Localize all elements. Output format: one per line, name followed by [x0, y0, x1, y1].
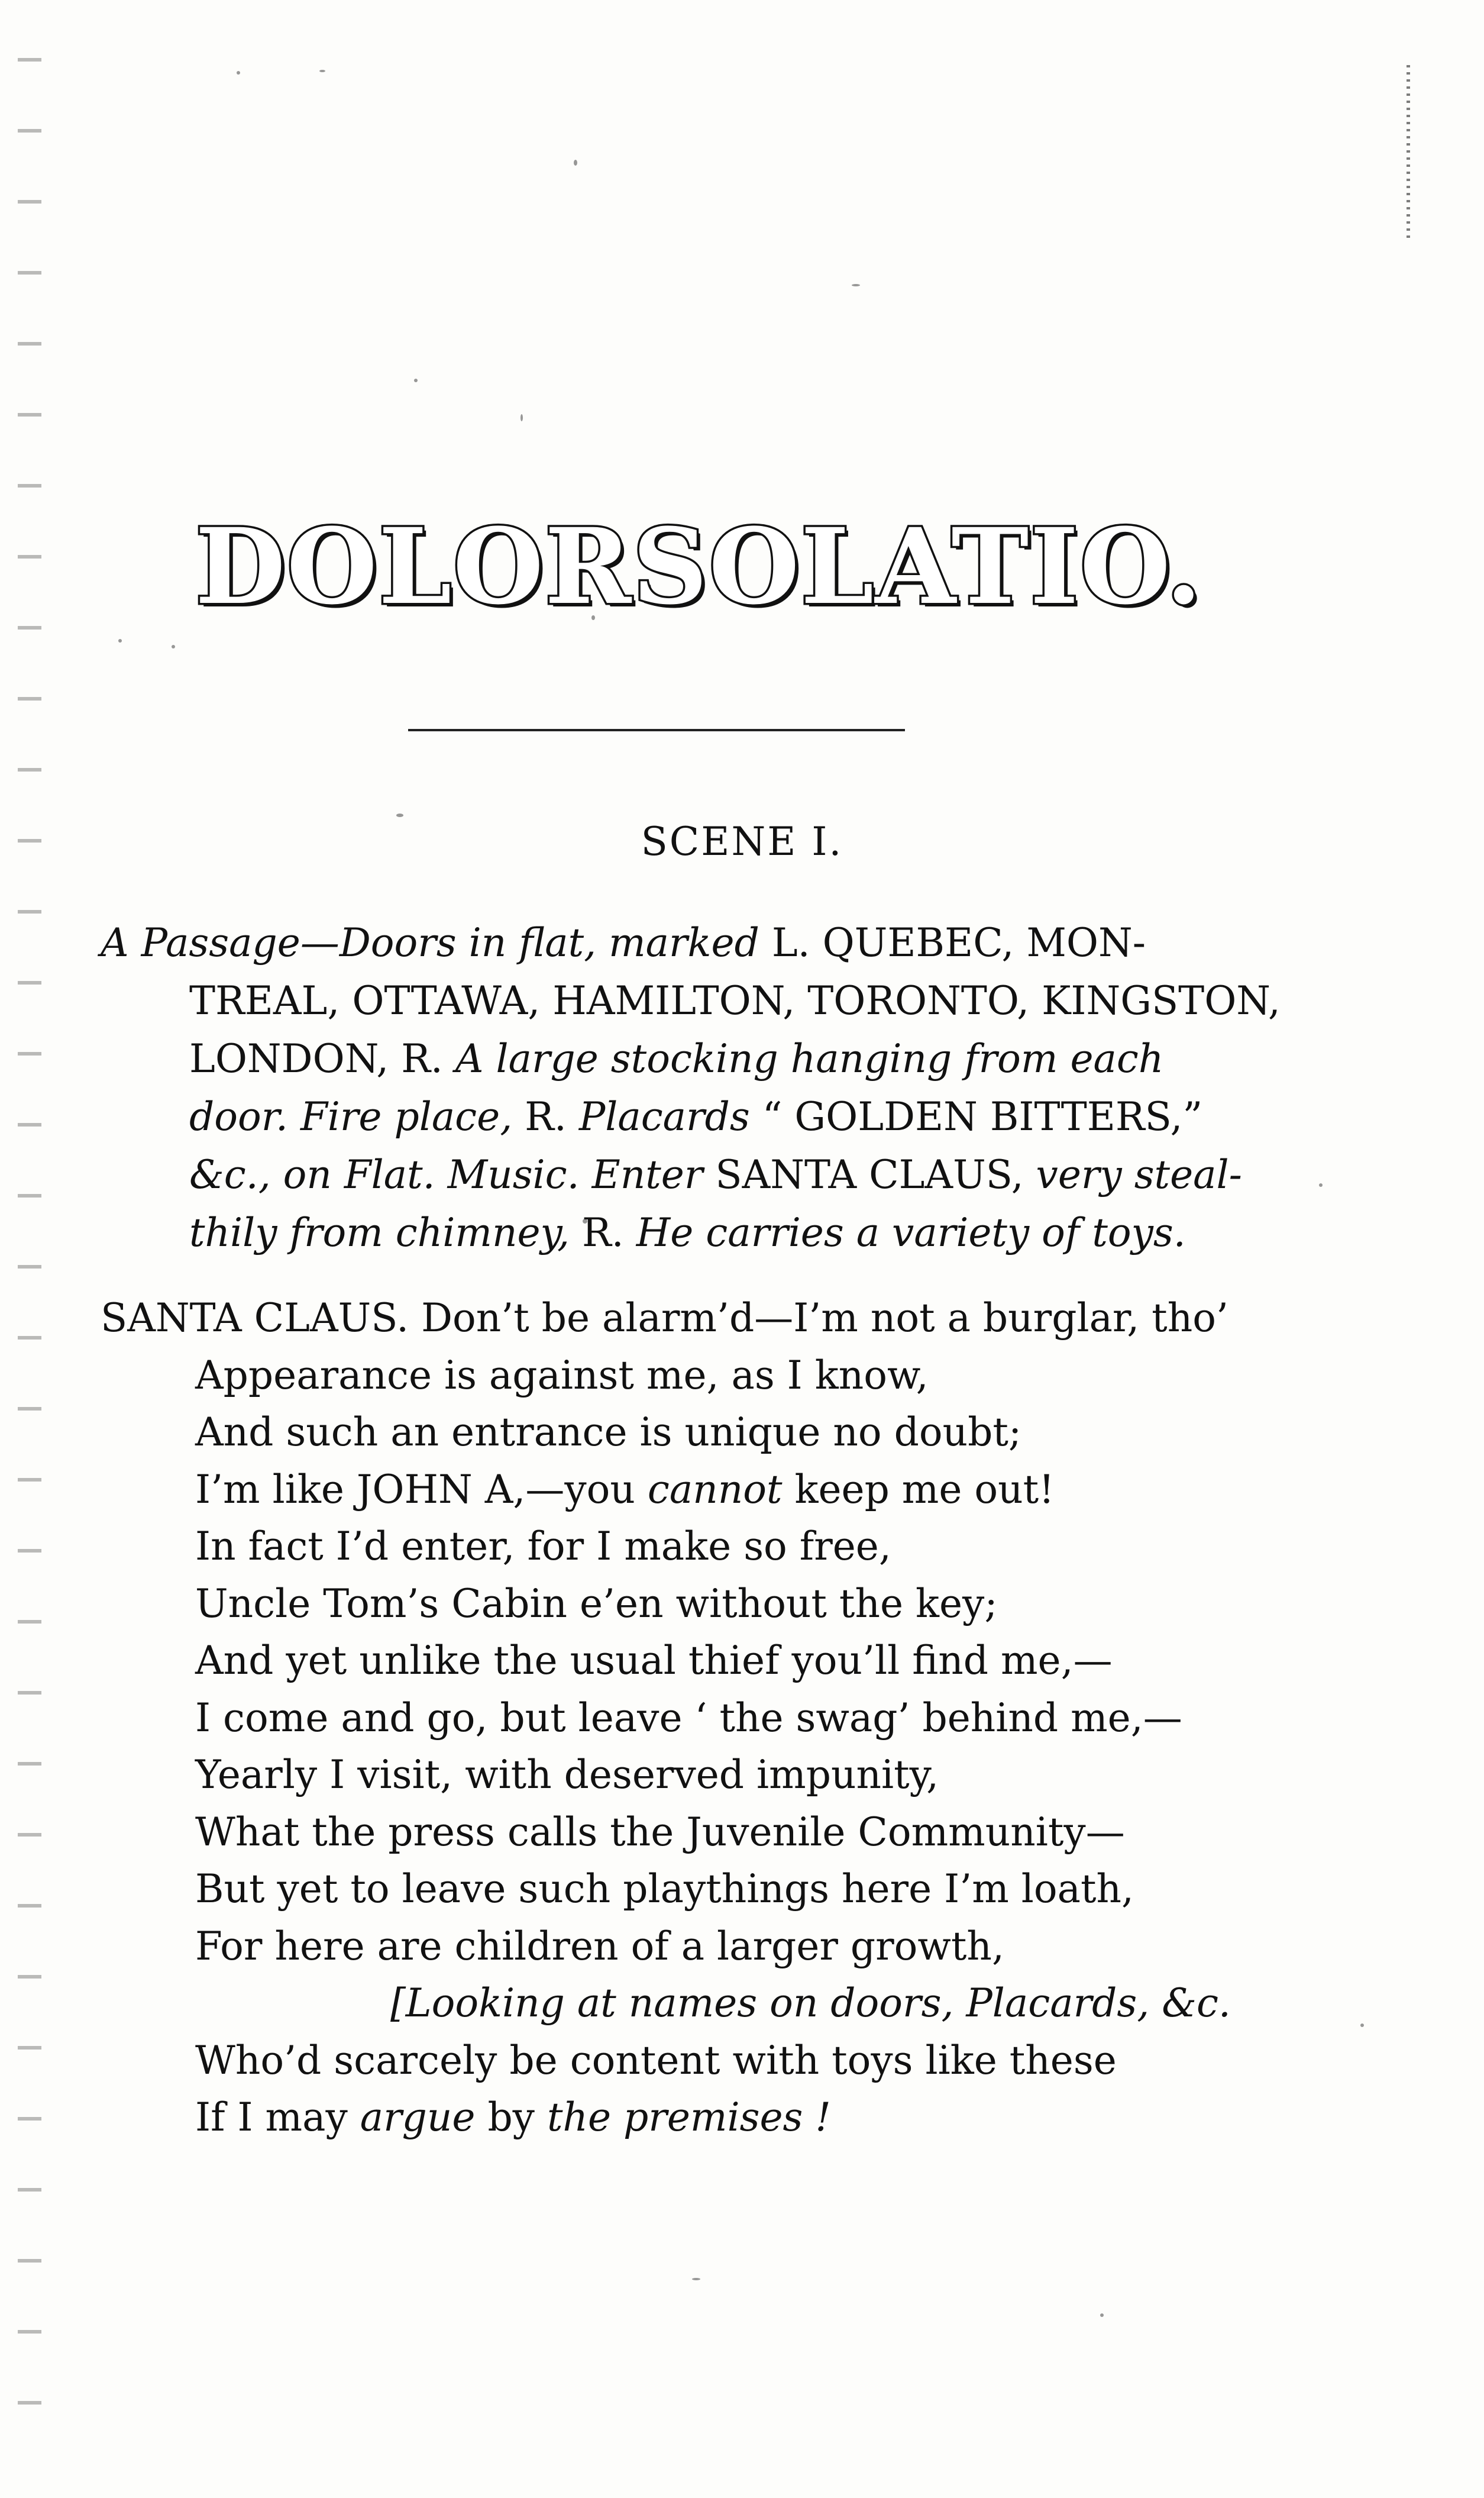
verse-line: Uncle Tom’s Cabin e’en without the key;: [195, 1580, 998, 1626]
verse-line: What the press calls the Juvenile Community—: [195, 1809, 1125, 1855]
scan-speck: [1319, 1183, 1323, 1187]
play-title: DOLORSOLATIO.: [195, 505, 1203, 628]
scan-speck: [1100, 2313, 1104, 2317]
stage-direction: [101, 914, 1281, 1262]
verse-line: And such an entrance is unique no doubt;: [195, 1409, 1022, 1455]
santa-claus-speech: [101, 1290, 1283, 2147]
verse-line: Who’d scarcely be content with toys like these: [195, 2037, 1117, 2083]
verse-line: I come and go, but leave ‘ the swag’ behind me,—: [195, 1695, 1182, 1741]
scan-speck: [118, 639, 122, 643]
verse-line: For here are children of a larger growth,: [195, 1923, 1004, 1969]
scan-speck: [520, 414, 523, 421]
scene-heading: SCENE I.: [641, 819, 843, 864]
stage-direction-line: A Passage—Doors in flat, marked L. QUEBEC, MON-: [101, 920, 1146, 966]
verse-line: If I may argue by the premises !: [195, 2094, 831, 2140]
verse-line: And yet unlike the usual thief you’ll find me,—: [195, 1638, 1113, 1683]
scan-speck: [852, 284, 860, 286]
stage-direction-line: thily from chimney, R. He carries a variety of toys.: [189, 1210, 1186, 1256]
verse-line: Yearly I visit, with deserved impunity,: [195, 1752, 939, 1797]
verse-line: SANTA CLAUS. Don’t be alarm’d—I’m not a burglar, tho’: [101, 1295, 1228, 1341]
scan-speck: [1360, 2023, 1364, 2027]
scan-speck: [414, 379, 418, 382]
scan-speck: [237, 71, 240, 75]
scan-speck: [172, 645, 175, 648]
title-rule: [408, 729, 905, 731]
speaker-name: SANTA CLAUS.: [101, 1295, 409, 1341]
verse-line: But yet to leave such playthings here I’m loath,: [195, 1866, 1134, 1912]
stage-direction-line: door. Fire place, R. Placards “ GOLDEN BITTERS,”: [189, 1094, 1203, 1140]
verse-line: Appearance is against me, as I know,: [195, 1352, 929, 1398]
verse-line: I’m like JOHN A,—you cannot keep me out!: [195, 1466, 1055, 1512]
stage-direction-line: TREAL, OTTAWA, HAMILTON, TORONTO, KINGSTON,: [189, 978, 1281, 1024]
page-edge-shadow: [18, 35, 41, 2461]
inline-stage-direction: [Looking at names on doors, Placards, &c.: [390, 1980, 1231, 2026]
scan-speck: [396, 814, 403, 817]
scan-speck: [319, 70, 325, 72]
verse-line: In fact I’d enter, for I make so free,: [195, 1524, 891, 1569]
stage-direction-line: &c., on Flat. Music. Enter SANTA CLAUS, very steal-: [189, 1152, 1242, 1198]
scan-speck: [692, 2278, 700, 2280]
page-edge-marks: [1407, 65, 1410, 243]
stage-direction-line: LONDON, R. A large stocking hanging from each: [189, 1036, 1164, 1082]
scan-speck: [574, 160, 577, 166]
